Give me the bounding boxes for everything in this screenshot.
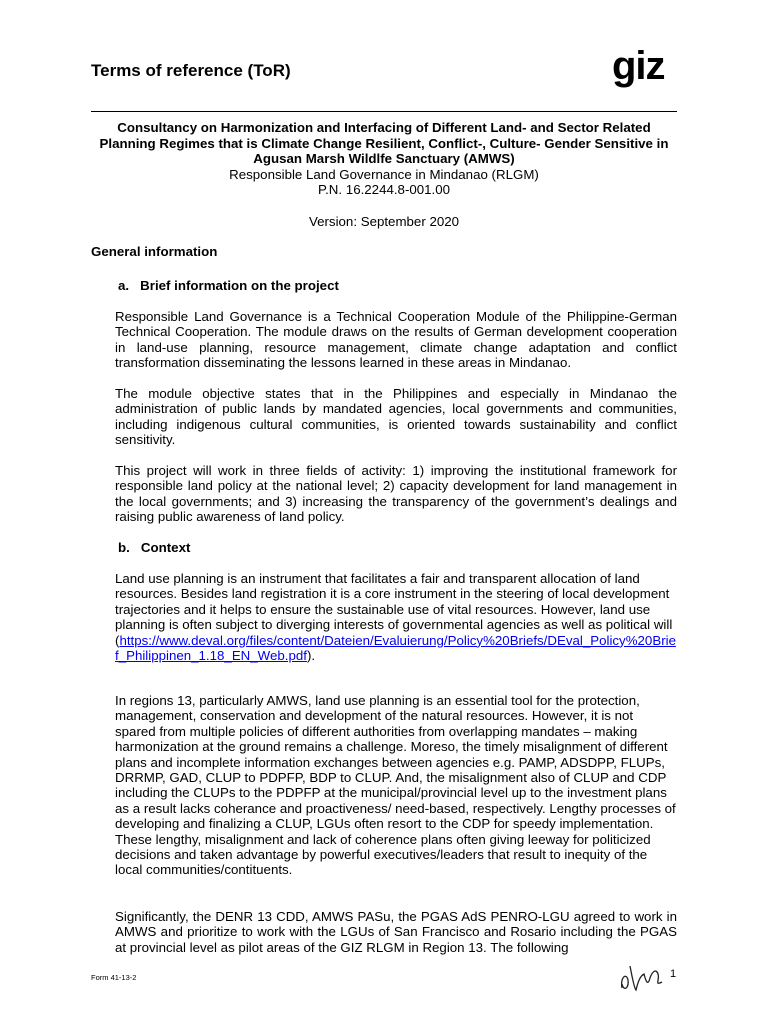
section-b-paragraph-1: Land use planning is an instrument that facilitates a fair and transparent allocation of land resources. Besides land registration it is a core instrument in the steering of local development trajectories and it helps to ensure the sustainable use of vital resources. However, land use planning is often subject to diverging interests of governmental agencies as well as political will (https://www.deval.org/files/content/Dateien/Evaluierung/Policy%20Briefs/DEval_Policy%20Brief_Philippinen_1.18_EN_Web.pdf). xyxy=(115,571,676,664)
deval-policy-link[interactable]: https://www.deval.org/files/content/Dateien/Evaluierung/Policy%20Briefs/DEval_Policy%20Brief_Philippinen_1.18_EN_Web.pdf xyxy=(115,632,676,664)
section-a-paragraph-1: Responsible Land Governance is a Technical Cooperation Module of the Philippine-German Technical Cooperation. The module draws on the results of German development cooperation in land-use planning, resource management, climate change adaptation and conflict transformation disseminating the lessons learned in these areas in Mindanao. xyxy=(115,309,677,371)
general-information-heading: General information xyxy=(91,244,218,259)
section-a-paragraph-2: The module objective states that in the Philippines and especially in Mindanao the administration of public lands by mandated agencies, local governments and communities, including indigenous cultural communities, is oriented towards sustainability and conflict sensitivity. xyxy=(115,386,677,448)
title-block xyxy=(91,120,677,229)
consultancy-title: Consultancy on Harmonization and Interfacing of Different Land- and Sector Related Planning Regimes that is Climate Change Resilient, Conflict-, Culture- Gender Sensitive in Agusan Marsh Wildlfe Sanctuary (AMWS) xyxy=(99,120,669,166)
context-text: Land use planning is an instrument that facilitates a fair and transparent allocation of land resources. Besides land registration it is a core instrument in the steering of local development trajectories and it helps to ensure the sustainable use of vital resources. However, land use planning is often subject to diverging interests of governmental agencies as well as political will xyxy=(115,571,673,633)
section-b-paragraph-2: In regions 13, particularly AMWS, land use planning is an essential tool for the protection, management, conservation and development of the natural resources. However, it is not spared from multiple policies of different authorities from overlapping mandates – making harmonization at the ground remains a challenge. Moreso, the timely misalignment of different plans and incomplete information exchanges between agencies e.g. PAMP, ADSDPP, FLUPs, DRRMP, GAD, CLUP to PDPFP, BDP to CLUP. And, the misalignment also of CLUP and CDP including the CLUPs to the PDPFP at the municipal/provincial level up to the investment plans as a result lacks coherance and proactiveness/ need-based, respectively. Lengthy processes of developing and finalizing a CLUP, LGUs often resort to the CDP for speedy implementation. These lengthy, misalignment and lack of coherence plans often giving leeway for politicized decisions and taken advantage by powerful executives/leaders that result to inequity of the local communities/contituents. xyxy=(115,693,676,878)
section-b-heading: b. Context xyxy=(118,540,191,555)
section-a-paragraph-3: This project will work in three fields of activity: 1) improving the institutional framework for responsible land policy at the national level; 2) capacity development for land management in the local governments; and 3) increasing the transparency of the government’s dealings and raising public awareness of land policy. xyxy=(115,463,677,525)
page-number: 1 xyxy=(670,968,677,980)
project-number: P.N. 16.2244.8-001.00 xyxy=(317,182,451,197)
form-number: Form 41-13-2 xyxy=(91,973,137,982)
project-name: Responsible Land Governance in Mindanao (RLGM) xyxy=(229,166,539,182)
section-b-paragraph-3: Significantly, the DENR 13 CDD, AMWS PASu, the PGAS AdS PENRO-LGU agreed to work in AMWS and prioritize to work with the LGUs of San Francisco and Rosario including the PGAS at provincial level as pilot areas of the GIZ RLGM in Region 13. The following xyxy=(115,909,677,955)
version: Version: September 2020 xyxy=(308,213,460,229)
section-a-heading: a. Brief information on the project xyxy=(118,278,339,293)
document-title: Terms of reference (ToR) xyxy=(91,61,291,80)
giz-logo: giz xyxy=(612,44,665,88)
header-divider xyxy=(91,111,677,112)
signature-initials xyxy=(616,958,668,1003)
